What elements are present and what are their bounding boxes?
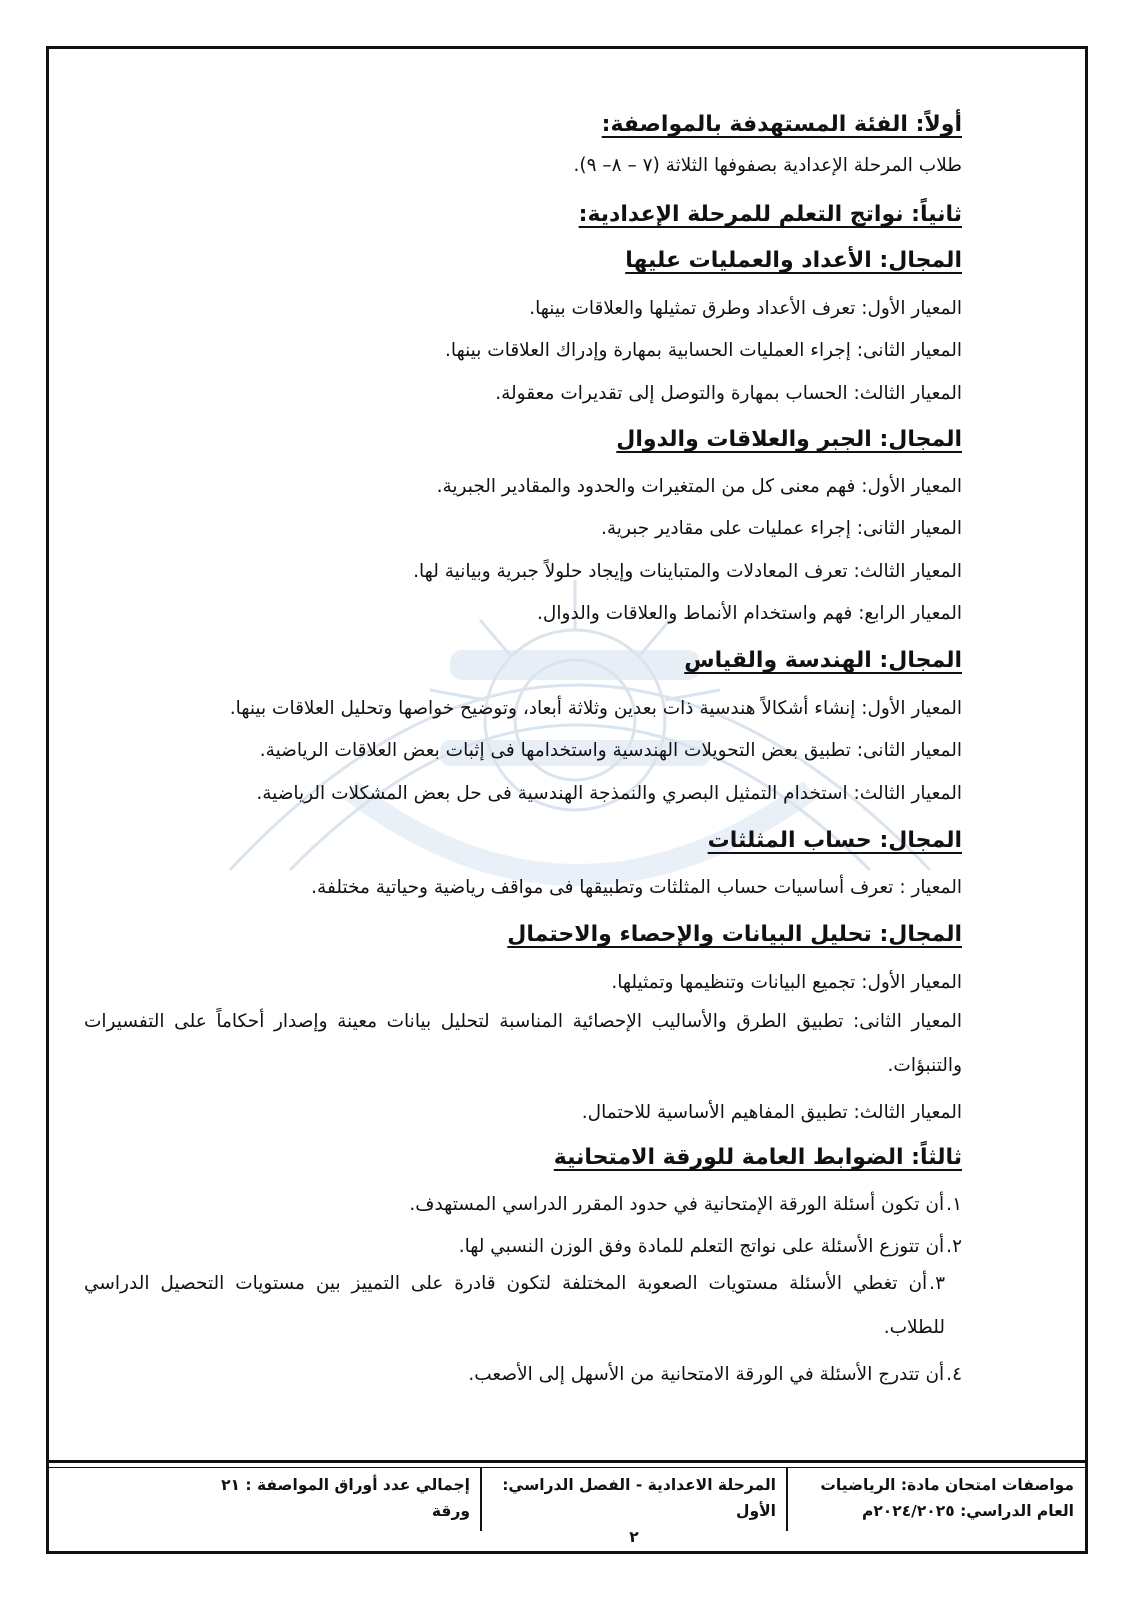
list-item-text: أن تكون أسئلة الورقة الإمتحانية في حدود المقرر الدراسي المستهدف.: [409, 1194, 945, 1215]
list-item: [82, 1234, 962, 1260]
standard-item: المعيار الثالث: تطبيق المفاهيم الأساسية للاحتمال.: [581, 1102, 962, 1123]
section1-title: أولاً: الفئة المستهدفة بالمواصفة:: [601, 112, 962, 137]
domain-geometry-title: المجال: الهندسة والقياس: [684, 648, 962, 673]
standard-item: المعيار الثانى: تطبيق الطرق والأساليب الإحصائية المناسبة لتحليل بيانات معينة وإصدار أحكاماً على التفسيرات والتنبؤات.: [84, 1011, 962, 1076]
list-item-text: أن تتدرج الأسئلة في الورقة الامتحانية من الأسهل إلى الأصعب.: [468, 1364, 945, 1385]
list-item-text: أن تغطي الأسئلة مستويات الصعوبة المختلفة لتكون قادرة على التمييز بين مستويات التحصيل الدراسي للطلاب.: [84, 1273, 945, 1338]
footer-year: العام الدراسي: ٢٠٢٤/٢٠٢٥م: [861, 1502, 1074, 1520]
standard-item: المعيار الثالث: الحساب بمهارة والتوصل إلى تقديرات معقولة.: [495, 383, 962, 404]
footer-subject: مواصفات امتحان مادة: الرياضيات: [820, 1476, 1074, 1494]
target-group-text: طلاب المرحلة الإعدادية بصفوفها الثلاثة (٧ – ٨– ٩).: [573, 155, 962, 176]
standard-item: المعيار الأول: إنشاء أشكالاً هندسية ذات بعدين وثلاثة أبعاد، وتوضيح خواصها وتحليل العلاقات بينها.: [229, 698, 962, 719]
standard-item: المعيار الثانى: تطبيق بعض التحويلات الهندسية واستخدامها فى إثبات بعض العلاقات الرياضية.: [259, 740, 962, 761]
standard-item: المعيار الثانى: إجراء العمليات الحسابية بمهارة وإدراك العلاقات بينها.: [445, 340, 962, 361]
domain-algebra-title: المجال: الجبر والعلاقات والدوال: [616, 427, 962, 452]
standard-item: المعيار الأول: تعرف الأعداد وطرق تمثيلها والعلاقات بينها.: [529, 298, 962, 319]
standard-item: المعيار : تعرف أساسيات حساب المثلثات وتطبيقها فى مواقف رياضية وحياتية مختلفة.: [311, 877, 962, 898]
page-number: ٢: [629, 1528, 639, 1546]
domain-statistics-title: المجال: تحليل البيانات والإحصاء والاحتمال: [507, 922, 962, 947]
section2-title: ثانياً: نواتج التعلم للمرحلة الإعدادية:: [578, 202, 962, 227]
domain-trigonometry-title: المجال: حساب المثلثات: [707, 828, 962, 853]
list-item-number: ٢.: [946, 1236, 962, 1257]
footer-stage: المرحلة الاعدادية - الفصل الدراسي: الأول: [502, 1476, 776, 1520]
standard-item: المعيار الثالث: استخدام التمثيل البصري والنمذجة الهندسية فى حل بعض المشكلات الرياضية.: [256, 783, 962, 804]
page-footer: [140, 1468, 1088, 1546]
footer-stage-cell: [480, 1468, 788, 1546]
standard-item: المعيار الثالث: تعرف المعادلات والمتباينات وإيجاد حلولاً جبرية وبيانية لها.: [413, 561, 962, 582]
list-item: [82, 1362, 962, 1388]
standard-item: المعيار الثانى: إجراء عمليات على مقادير جبرية.: [600, 518, 962, 539]
list-item: [84, 1262, 962, 1350]
list-item-number: ٤.: [946, 1364, 962, 1385]
footer-total-pages: إجمالي عدد أوراق المواصفة : ٢١ ورقة: [221, 1476, 470, 1520]
footer-rule: [46, 1460, 1088, 1463]
standard-item: المعيار الأول: تجميع البيانات وتنظيمها وتمثيلها.: [611, 972, 962, 993]
standard-item: المعيار الأول: فهم معنى كل من المتغيرات والحدود والمقادير الجبرية.: [436, 476, 962, 497]
standard-item: المعيار الرابع: فهم واستخدام الأنماط والعلاقات والدوال.: [537, 603, 962, 624]
domain-numbers-title: المجال: الأعداد والعمليات عليها: [625, 248, 962, 273]
list-item-text: أن تتوزع الأسئلة على نواتج التعلم للمادة وفق الوزن النسبي لها.: [458, 1236, 945, 1257]
section3-title: ثالثاً: الضوابط العامة للورقة الامتحانية: [553, 1145, 962, 1170]
footer-subject-cell: [788, 1468, 1088, 1531]
footer-total-cell: [180, 1468, 480, 1531]
list-item-number: ٣.: [929, 1273, 945, 1294]
list-item: [82, 1192, 962, 1218]
list-item-number: ١.: [946, 1194, 962, 1215]
